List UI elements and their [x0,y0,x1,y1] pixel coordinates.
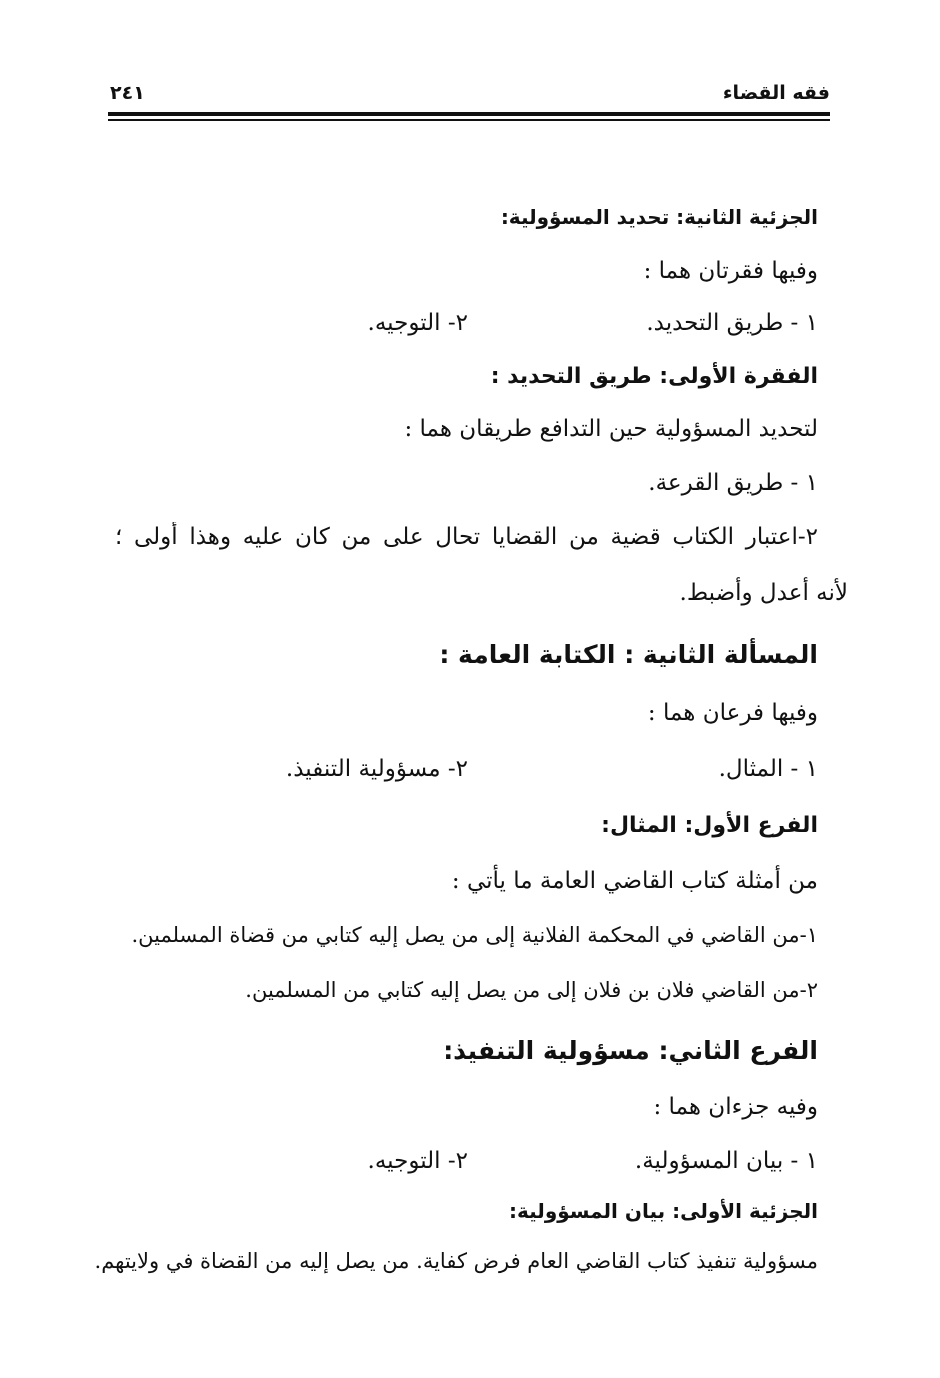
list-item: ١ - بيان المسؤولية. [634,1148,818,1174]
list-item: ٢-اعتبار الكتاب قضية من القضايا تحال على من كان عليه وهذا أولى ؛ [115,524,818,550]
list-item: ١ - طريق التحديد. [646,310,818,336]
paragraph-line: لتحديد المسؤولية حين التدافع طريقان هما : [404,416,818,442]
paragraph-line: لأنه أعدل وأضبط. [679,580,848,606]
header-rule-thin [108,119,830,121]
list-item: ٢- التوجيه. [367,310,468,336]
branch-heading: الفرع الأول: المثال: [601,813,818,838]
paragraph-line: وفيها فرعان هما : [647,700,818,726]
paragraph-heading: الفقرة الأولى: طريق التحديد : [490,364,818,389]
header-rule-thick [108,112,830,116]
list-item: ٢- التوجيه. [367,1148,468,1174]
list-item: ٢-من القاضي فلان بن فلان إلى من يصل إليه كتابي من المسلمين. [245,978,818,1002]
list-item: ١ - طريق القرعة. [648,470,818,496]
branch-heading: الفرع الثاني: مسؤولية التنفيذ: [443,1036,818,1065]
paragraph-line: وفيها فقرتان هما : [643,258,818,284]
paragraph-line: مسؤولية تنفيذ كتاب القاضي العام فرض كفاية. من يصل إليه من القضاة في ولايتهم. [94,1249,818,1273]
page-number: ٢٤١ [110,82,145,104]
paragraph-line: وفيه جزءان هما : [653,1094,818,1120]
paragraph-line: من أمثلة كتاب القاضي العامة ما يأتي : [451,868,818,894]
list-item: ١ - المثال. [718,756,818,782]
list-item: ١-من القاضي في المحكمة الفلانية إلى من يصل إليه كتابي من قضاة المسلمين. [131,923,818,947]
book-title: فقه القضاء [722,82,830,104]
list-item: ٢- مسؤولية التنفيذ. [285,756,468,782]
subsection-heading: الجزئية الأولى: بيان المسؤولية: [509,1199,818,1223]
subsection-heading: الجزئية الثانية: تحديد المسؤولية: [500,205,818,229]
section-heading: المسألة الثانية : الكتابة العامة : [439,640,818,669]
enumerated-pair [200,754,818,784]
running-header [108,82,830,110]
enumerated-pair [200,1146,818,1176]
enumerated-pair [200,308,818,338]
